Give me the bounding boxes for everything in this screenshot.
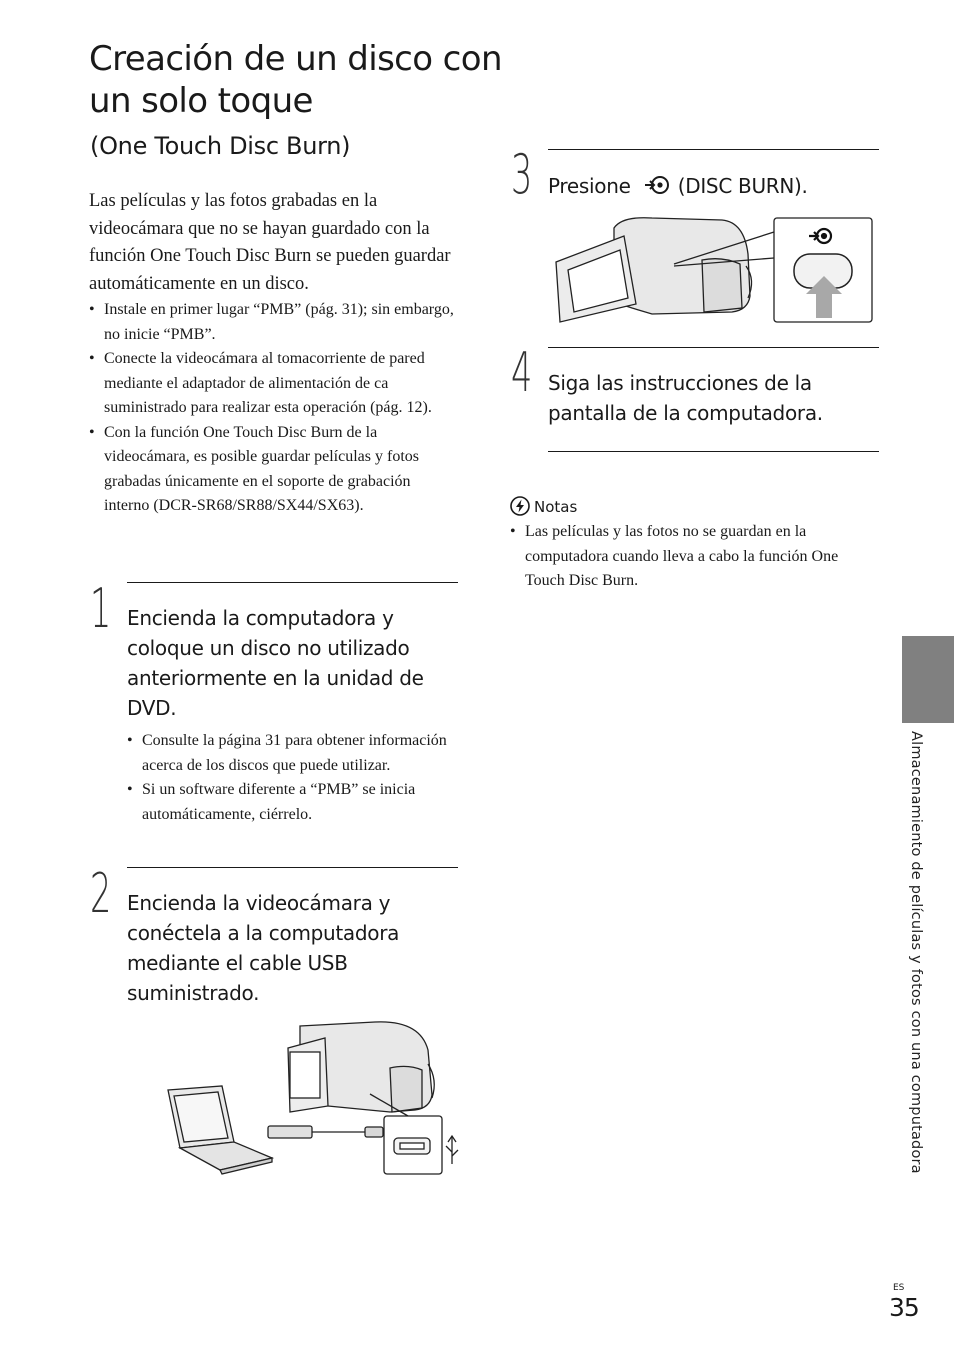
usb-connection-illustration: [160, 1020, 460, 1180]
page-subtitle: (One Touch Disc Burn): [90, 132, 351, 160]
step-end-divider: [548, 451, 879, 452]
step-divider: [127, 867, 458, 868]
list-item: • Las películas y las fotos no se guardan en la computadora cuando lleva a cabo la función One Touch Disc Burn.: [510, 520, 870, 594]
list-item: • Consulte la página 31 para obtener información acerca de los discos que puede utilizar.: [127, 729, 457, 778]
section-tab: [902, 636, 954, 723]
section-tab-label: [908, 731, 938, 1221]
list-item: • Con la función One Touch Disc Burn de la videocámara, es posible guardar películas y fotos grabadas únicamente en el soporte de grabación interno (DCR-SR68/SR88/SX44/SX63).: [89, 421, 457, 519]
step-divider: [127, 582, 458, 583]
step-4-text: Siga las instrucciones de la pantalla de la computadora.: [548, 371, 823, 425]
notes-heading: [510, 495, 577, 519]
step-divider: [548, 149, 879, 150]
intro-paragraph: Las películas y las fotos grabadas en la videocámara que no se hayan guardado con la función One Touch Disc Burn se pueden guardar automáticamente en un disco.: [89, 191, 451, 294]
step-3-text: [548, 171, 879, 201]
step-2-text: Encienda la videocámara y conéctela a la computadora mediante el cable USB suministrado.: [127, 891, 400, 1005]
page-title: Creación de un disco con un solo toque: [89, 39, 502, 121]
step-1-number: 1: [90, 577, 112, 640]
section-tab-text: Almacenamiento de películas y fotos con una computadora: [908, 731, 924, 1174]
list-item: • Instale en primer lugar “PMB” (pág. 31); sin embargo, no inicie “PMB”.: [89, 298, 457, 347]
step-3-text-before: Presione: [548, 174, 631, 198]
intro-bullet-list: [89, 298, 457, 519]
usb-symbol-icon: [446, 1136, 458, 1164]
list-item: • Si un software diferente a “PMB” se inicia automáticamente, ciérrelo.: [127, 778, 457, 827]
step-4-number: 4: [511, 341, 533, 404]
page-number: 35: [889, 1293, 919, 1322]
step-3-number: 3: [511, 143, 533, 206]
list-item: • Conecte la videocámara al tomacorriente de pared mediante el adaptador de alimentación de ca suministrado para realizar esta operación (pág. 12).: [89, 347, 457, 421]
disc-burn-button-illustration: [552, 214, 876, 326]
step-1-bullet-list: [127, 729, 457, 827]
notes-bullet-list: [510, 520, 870, 594]
notes-warning-icon: [510, 496, 530, 516]
step-3-text-after: (DISC BURN).: [677, 174, 808, 198]
language-code: ES: [893, 1283, 905, 1293]
notes-heading-label: Notas: [534, 498, 578, 516]
step-1-text: Encienda la computadora y coloque un disco no utilizado anteriormente en la unidad de DVD.: [127, 606, 424, 720]
step-2-number: 2: [90, 862, 112, 925]
step-divider: [548, 347, 879, 348]
disc-burn-icon: [645, 174, 671, 196]
